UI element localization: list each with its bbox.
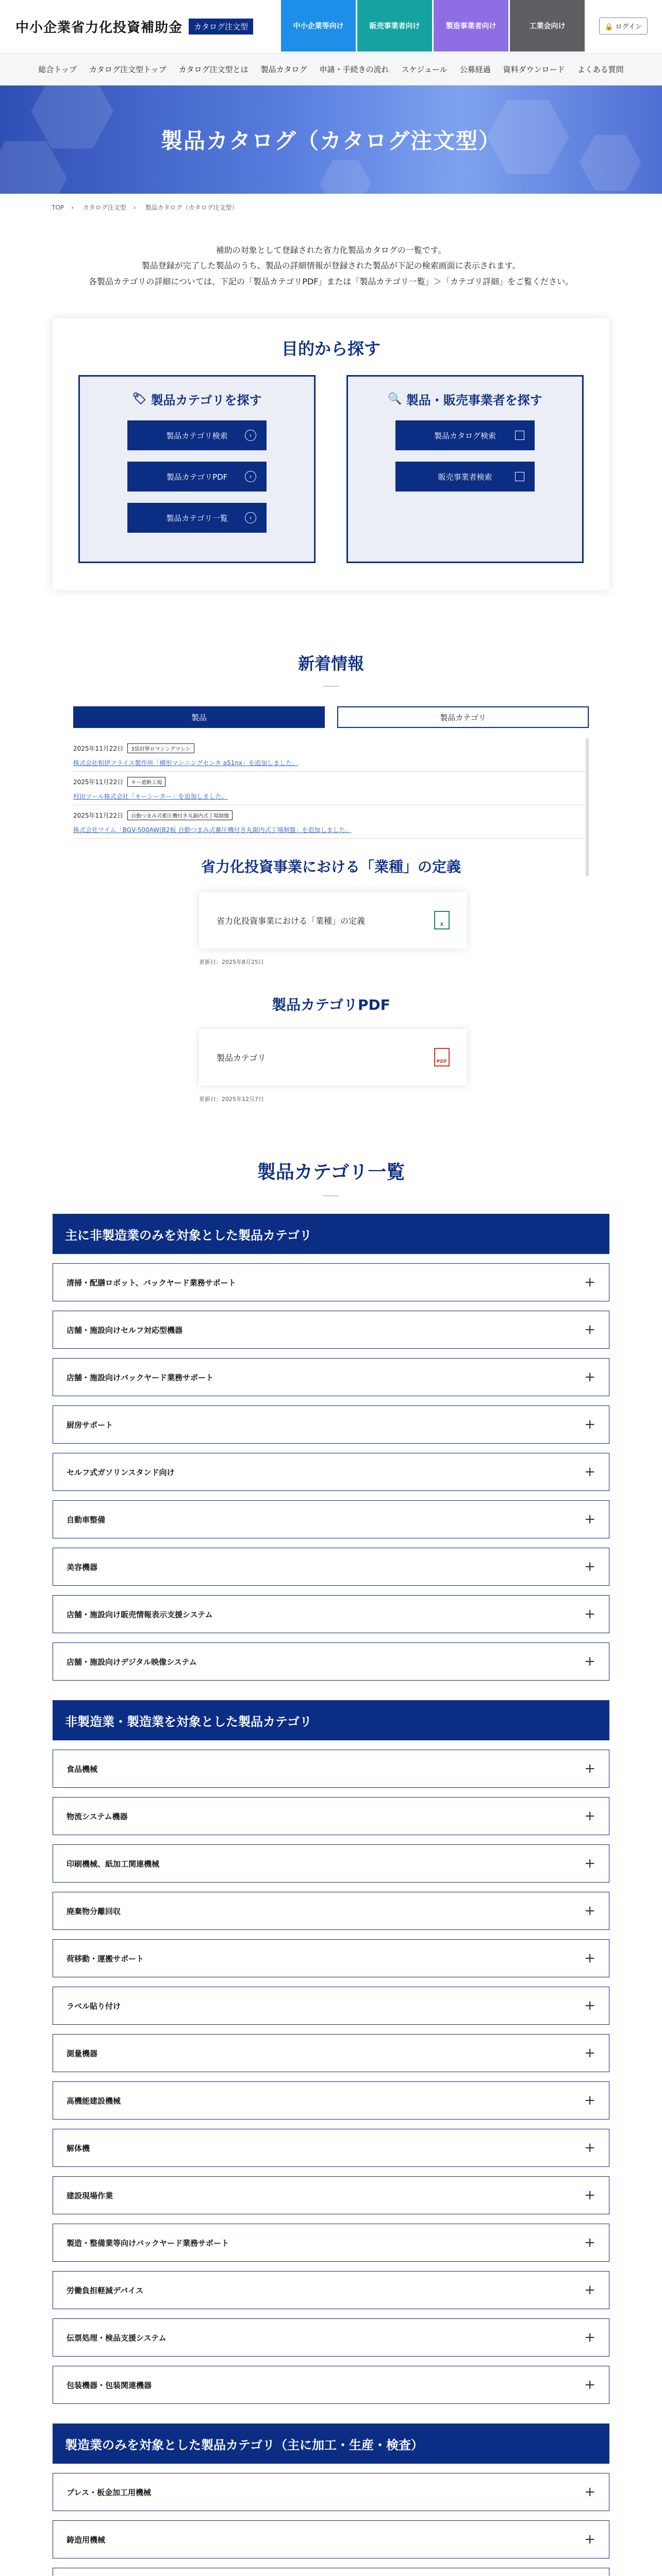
news-title: 新着情報 [297,654,364,674]
category-label: 荷移動・運搬サポート [67,1954,144,1963]
hex-decoration [320,158,371,194]
news-date: 2025年11月22日 [73,778,124,786]
category-accordion[interactable] [53,1939,609,1977]
search-icon: 🔍 [388,393,402,406]
category-accordion[interactable] [53,2081,609,2120]
category-group [53,1214,609,1681]
category-accordion[interactable] [53,1797,609,1835]
plus-icon: + [584,2484,595,2500]
category-label: 自動車整備 [67,1515,106,1524]
definition-title: 省力化投資事業における「業種」の定義 [201,858,461,876]
audience-tabs [279,0,585,52]
category-tag: 3袋封寧ロマシングマシン [127,743,194,753]
lock-icon: 🔒 [605,23,614,31]
category-accordion[interactable] [53,2520,609,2558]
category-accordion[interactable] [53,2129,609,2167]
nav-faq[interactable]: よくある質問 [577,65,624,74]
button-label: 製品カタログ検索 [434,431,496,440]
plus-icon: + [584,1275,595,1291]
plus-icon: + [584,1951,595,1967]
site-header [0,0,662,54]
breadcrumb [0,194,662,221]
external-window-icon [515,431,524,440]
list-item [73,805,586,839]
button-label: 製品カテゴリPDF [166,472,228,482]
intro-line: 補助の対象として登録された省力化製品カタログの一覧です。 [216,245,446,255]
plus-icon: + [584,1606,595,1622]
plus-icon: + [584,2235,595,2251]
doc-label: 製品カテゴリ [217,1053,266,1063]
list-item [73,738,586,772]
plus-icon: + [584,1856,595,1872]
news-tabs [73,706,589,728]
plus-icon: + [584,2188,595,2204]
nav-catalog-top[interactable]: カタログ注文型トップ [89,65,167,74]
category-search-title: 製品カテゴリを探す [151,393,262,408]
plus-icon: + [584,1903,595,1919]
breadcrumb-current: 製品カタログ（カタログ注文型） [145,204,238,211]
nav-results[interactable]: 公募経過 [459,65,491,74]
category-label: 清掃・配膳ロボット、バックヤード業務サポート [67,1278,236,1287]
definition-doc-link[interactable] [199,892,467,948]
news-link[interactable]: 村田ツール株式会社「キーシーター」を追加しました。 [73,793,228,801]
category-label: 店舗・施設向けバックヤード業務サポート [67,1372,214,1382]
plus-icon: + [584,1464,595,1480]
category-tag: 自動つまみ式蓄圧機付き丸鋸内式丁場制盤 [127,810,233,820]
category-accordion[interactable] [53,1750,609,1788]
category-accordion[interactable] [53,1987,609,2025]
category-group [53,1700,609,2404]
arrow-circle-icon: › [245,471,256,482]
plus-icon: + [584,2045,595,2061]
intro-text [0,243,662,290]
category-accordion[interactable] [53,1405,609,1444]
category-label: 鋳造用機械 [67,2535,106,2545]
plus-icon: + [584,1322,595,1338]
list-item [73,772,586,805]
tab-products[interactable]: 製品 [73,706,325,728]
tab-sales[interactable]: 販売事業者向け [357,0,432,52]
category-accordion[interactable] [53,2176,609,2214]
category-group-heading: 製造業のみを対象とした製品カテゴリ（主に加工・生産・検査） [53,2424,609,2464]
category-label: 伝票処理・検品支援システム [67,2333,167,2343]
category-accordion[interactable] [53,1892,609,1930]
updated-date: 更新日：2025年12月7日 [199,1096,264,1103]
category-accordion[interactable] [53,2366,609,2404]
tab-industry[interactable]: 工業会向け [510,0,585,52]
category-tag: キー遮断工場 [127,777,166,787]
plus-icon: + [584,2330,595,2346]
breadcrumb-catalog[interactable]: カタログ注文型 [82,204,126,211]
category-accordion[interactable] [53,1844,609,1883]
site-title[interactable]: 中小企業省力化投資補助金 [15,20,183,36]
nav-schedule[interactable]: スケジュール [401,65,448,74]
button-label: 製品カテゴリ一覧 [166,513,228,523]
plus-icon: + [584,1808,595,1824]
nav-top[interactable]: 総合トップ [38,65,77,74]
button-label: 製品カテゴリ検索 [166,431,228,440]
hero-banner [0,86,662,194]
product-catalog-search-button[interactable] [395,420,535,450]
plus-icon: + [584,2377,595,2393]
category-label: 測量機器 [67,2048,98,2058]
category-list-button[interactable] [127,503,267,533]
site-badge: カタログ注文型 [189,19,253,35]
plus-icon: + [584,1369,595,1385]
category-group-heading: 非製造業・製造業を対象とした製品カテゴリ [53,1700,609,1740]
purpose-search-card [53,318,609,590]
category-label: 建設現場作業 [67,2191,113,2200]
breadcrumb-top[interactable]: TOP [52,204,64,211]
category-accordion[interactable] [53,1595,609,1633]
login-label: ログイン [615,23,642,31]
news-date: 2025年11月22日 [73,745,124,753]
category-label: 店舗・施設向けセルフ対応型機器 [67,1325,183,1335]
category-label: 印刷機械、紙加工関連機械 [67,1859,160,1869]
category-pdf-button[interactable] [127,462,267,492]
plus-icon: + [584,1512,595,1528]
xls-file-icon: X [434,911,450,929]
login-button[interactable] [599,18,648,35]
category-pdf-link[interactable] [199,1029,467,1086]
hex-decoration [580,132,641,194]
page-title: 製品カタログ（カタログ注文型） [160,128,501,154]
category-accordion[interactable] [53,2318,609,2357]
category-accordion[interactable] [53,1358,609,1396]
plus-icon: + [584,1998,595,2014]
news-date: 2025年11月22日 [73,812,124,820]
nav-downloads[interactable]: 資料ダウンロード [503,65,565,74]
plus-icon: + [584,2140,595,2156]
category-label: 店舗・施設向けデジタル映像システム [67,1657,197,1667]
category-group-heading: 主に非製造業のみを対象とした製品カテゴリ [53,1214,609,1254]
category-label: 高機能建設機械 [67,2096,121,2106]
nav-about[interactable]: カタログ注文型とは [178,65,249,74]
category-label: 包装機器・包装関連機器 [67,2380,152,2390]
pdf-title: 製品カテゴリPDF [272,996,390,1014]
category-label: 店舗・施設向け販売情報表示支援システム [67,1609,213,1619]
category-accordion[interactable] [53,1548,609,1586]
plus-icon: + [584,1417,595,1433]
news-link[interactable]: 株式会社ワイム「BGV-500AW(B2板 自動つまみ式蓄圧機付き丸鋸内式丁場制盤」を追加しました。 [73,826,352,834]
product-search-title: 製品・販売事業者を探す [406,393,542,408]
category-label: 製造・整備業等向けバックヤード業務サポート [67,2238,229,2248]
category-accordion[interactable] [53,2034,609,2072]
news-link[interactable]: 株式会社和伊フライス製作所「横形マシニングセンタ a51nx」を追加しました。 [73,759,298,767]
button-label: 販売事業者検索 [438,472,492,482]
category-accordion[interactable] [53,2271,609,2309]
plus-icon: + [584,1761,595,1777]
arrow-circle-icon: › [245,430,256,441]
tab-manufacturer[interactable]: 製造事業者向け [434,0,508,52]
category-search-button[interactable] [127,420,267,450]
chevron-right-icon: › [133,204,136,211]
external-window-icon [515,472,524,481]
category-accordion[interactable] [53,1500,609,1538]
nav-flow[interactable]: 申請・手続きの流れ [319,65,389,74]
divider [323,686,339,687]
login-area [585,0,662,52]
plus-icon: + [584,2532,595,2548]
nav-catalog[interactable]: 製品カタログ [260,65,307,74]
doc-label: 省力化投資事業における「業種」の定義 [217,916,366,926]
category-label: 食品機械 [67,1764,98,1774]
category-label: 廃棄物分離回収 [67,1906,121,1916]
plus-icon: + [584,2282,595,2298]
category-label: 解体機 [67,2143,90,2153]
category-accordion[interactable] [53,2224,609,2262]
chevron-right-icon: › [71,204,74,211]
purpose-search-title: 目的から探す [281,339,380,359]
category-list-title: 製品カテゴリ一覧 [257,1162,405,1183]
plus-icon: + [584,1559,595,1575]
updated-date: 更新日：2025年8月25日 [199,959,264,966]
tab-sme[interactable]: 中小企業等向け [281,0,356,52]
vendor-search-button[interactable] [395,462,535,492]
category-group [53,2424,609,2576]
plus-icon: + [584,1654,595,1670]
intro-line: 製品登録が完了した製品のうち、製品の詳細情報が登録された製品が下記の検索画面に表示されます。 [141,261,521,271]
category-accordion[interactable] [53,1263,609,1301]
category-label: プレス・板金加工用機械 [67,2487,151,2497]
plus-icon: + [584,2093,595,2109]
product-search-panel [346,375,584,563]
intro-line: 各製品カテゴリの詳細については、下記の「製品カテゴリPDF」または「製品カテゴリ一覧」＞「カテゴリ詳細」をご覧ください。 [88,276,574,286]
category-label: 労働負担軽減デバイス [67,2285,143,2295]
category-accordion[interactable] [53,1453,609,1491]
divider [323,1195,339,1196]
category-accordion[interactable] [53,2473,609,2511]
category-label: 美容機器 [67,1562,98,1572]
category-label: 厨房サポート [67,1420,113,1430]
global-nav [0,54,662,86]
category-accordion[interactable] [53,2568,609,2576]
category-search-panel [78,375,316,563]
category-accordion[interactable] [53,1311,609,1349]
category-accordion[interactable] [53,1642,609,1681]
category-label: セルフ式ガソリンスタンド向け [67,1467,175,1477]
tag-icon: 🏷 [132,393,147,406]
tab-product-categories[interactable]: 製品カテゴリ [337,706,589,728]
category-label: 物流システム機器 [67,1811,128,1821]
category-label: ラベル貼り付け [67,2001,121,2011]
pdf-file-icon: PDF [434,1048,450,1066]
arrow-circle-icon: › [245,512,256,523]
